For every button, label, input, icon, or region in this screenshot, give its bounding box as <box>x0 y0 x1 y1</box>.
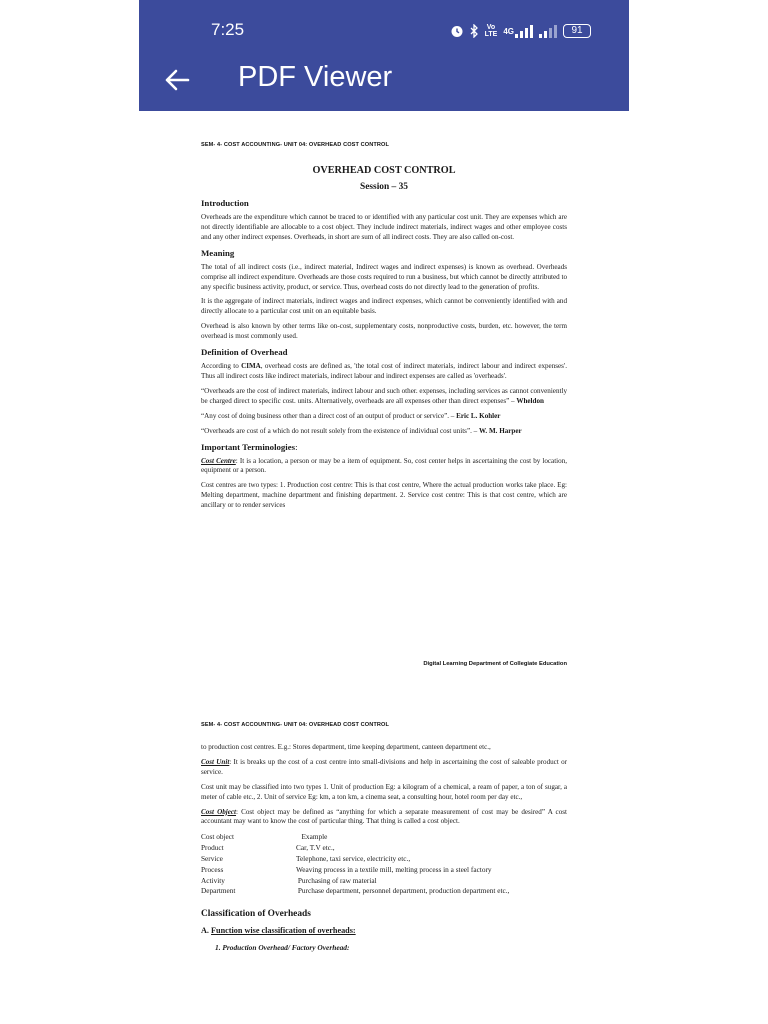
back-button[interactable] <box>159 62 195 98</box>
table-row: Service Telephone, taxi service, electricity etc., <box>201 853 411 863</box>
definition-heading: Definition of Overhead <box>201 347 288 358</box>
cost-object-text: Cost Object: Cost object may be defined as “anything for which a separate measurement of cost may be desired” A cost accountant may want to know the cost of particular thing. That thing is called a cost object. <box>201 807 567 826</box>
continued-text: to production cost centres. E.g.: Stores department, time keeping department, canteen department etc., <box>201 743 491 751</box>
status-time: 7:25 <box>211 20 245 39</box>
signal-4g-icon <box>503 25 533 38</box>
introduction-heading: Introduction <box>201 198 249 208</box>
cost-unit-term: Cost Unit <box>201 757 230 766</box>
signal-icon <box>539 25 557 38</box>
app-bar <box>139 0 629 111</box>
arrow-left-icon <box>164 69 190 91</box>
alarm-icon <box>450 24 464 38</box>
network-label: 4G <box>503 26 514 36</box>
battery-icon: 91 <box>563 24 591 38</box>
table-row: Cost object Example <box>201 832 328 842</box>
meaning-paragraph-1: The total of all indirect costs (i.e., indirect material, Indirect wages and indirect expenses) is known as overhead. Overheads comprise all indirect expenditure. Overheads are those costs required to run a business, but which cannot be directly attributed to any specific business activity, product, or service. Thus, overhead costs do not directly lead to the generation of profits. <box>201 262 567 291</box>
table-row: Product Car, T.V etc., <box>201 843 335 853</box>
production-overhead-item: 1. Production Overhead/ Factory Overhead: <box>215 943 350 953</box>
introduction-text: Overheads are the expenditure which cannot be traced to or identified with any particular cost unit. They are expenses which are not directly identifiable are allocable to a cost object. They include indirect materials, indirect wages and other employee costs and any other indirect expenses. Overheads, in short are sum of all indirect costs. They are also called on-cost. <box>201 213 567 241</box>
table-row: Department Purchase department, personnel department, production department etc., <box>201 886 510 896</box>
cost-object-term: Cost Object <box>201 807 237 816</box>
cost-centre-text: Cost Centre: It is a location, a person or may be a item of equipment. So, cost center helps in ascertaining the cost by location, equipment or a person. <box>201 456 567 475</box>
pdf-page-1 <box>201 142 567 677</box>
meaning-heading: Meaning <box>201 247 235 258</box>
status-icons <box>450 21 591 41</box>
document-title: OVERHEAD COST CONTROL <box>312 165 456 176</box>
definition-cima: According to CIMA, overhead costs are defined as, 'the total cost of indirect materials, indirect labour and indirect expenses'. Thus all indirect costs like indirect materials, indirect labour and indirect expenses are called as 'overheads'. <box>201 362 567 380</box>
cost-unit-text: Cost Unit: It is breaks up the cost of a cost centre into small-divisions and help in ascertaining the cost of saleable product or service. <box>201 757 567 776</box>
table-row: Process Weaving process in a textile mill, melting process in a steel factory <box>201 864 492 874</box>
definition-harper: “Overheads are cost of a which do not result solely from the existence of individual cost units”. – W. M. Harper <box>201 426 522 435</box>
session-label: Session – 35 <box>360 182 408 192</box>
phone-screen <box>139 0 629 1024</box>
cost-centre-types: Cost centres are two types: 1. Production cost centre: This is that cost centre, Where the actual production works take place. Eg: Melting department, machine department and finishing department. 2. Service cost centre: This is that cost centre, which are ancillary or to render services <box>201 481 567 510</box>
definition-wheldon: “Overheads are the cost of indirect materials, indirect labour and such other. expenses, including services as cannot conveniently be charged direct to specific cost. units. Alternatively, overheads are all expenses other than direct expenses” – Wheldon <box>201 386 567 405</box>
classification-heading: Classification of Overheads <box>201 909 311 920</box>
page-footer: Digital Learning Department of Collegiate Education <box>423 661 567 667</box>
meaning-paragraph-3: Overhead is also known by other terms like on-cost, supplementary costs, nonproductive costs, burden, etc. however, the term overhead is most commonly used. <box>201 322 567 341</box>
volte-icon: Vo LTE <box>484 24 498 38</box>
app-title: PDF Viewer <box>238 61 393 93</box>
cost-centre-term: Cost Centre <box>201 456 236 465</box>
table-row: Activity Purchasing of raw material <box>201 875 377 885</box>
running-header: SEM- 4- COST ACCOUNTING- UNIT 04: OVERHEAD COST CONTROL <box>201 142 390 148</box>
cost-object-table <box>201 832 567 897</box>
meaning-paragraph-2: It is the aggregate of indirect materials, indirect wages and indirect expenses, which cannot be conveniently identified with and directly allocate to a particular cost unit on an equitable basis. <box>201 297 567 316</box>
function-wise-heading: A. Function wise classification of overheads: <box>201 926 356 936</box>
definition-kohler: “Any cost of doing business other than a direct cost of an output of product or service”. – Eric L. Kohler <box>201 411 501 420</box>
terminologies-heading: Important Terminologies: <box>201 441 298 452</box>
cost-unit-types: Cost unit may be classified into two types 1. Unit of production Eg: a kilogram of a chemical, a ream of paper, a ton of sugar, a meter of cable etc., 2. Unit of service Eg: km, a ton km, a cinema seat, a consulting hour, hotel room per day etc., <box>201 782 567 801</box>
running-header: SEM- 4- COST ACCOUNTING- UNIT 04: OVERHEAD COST CONTROL <box>201 722 390 728</box>
bluetooth-icon <box>470 24 479 38</box>
pdf-page-2 <box>201 722 567 1022</box>
